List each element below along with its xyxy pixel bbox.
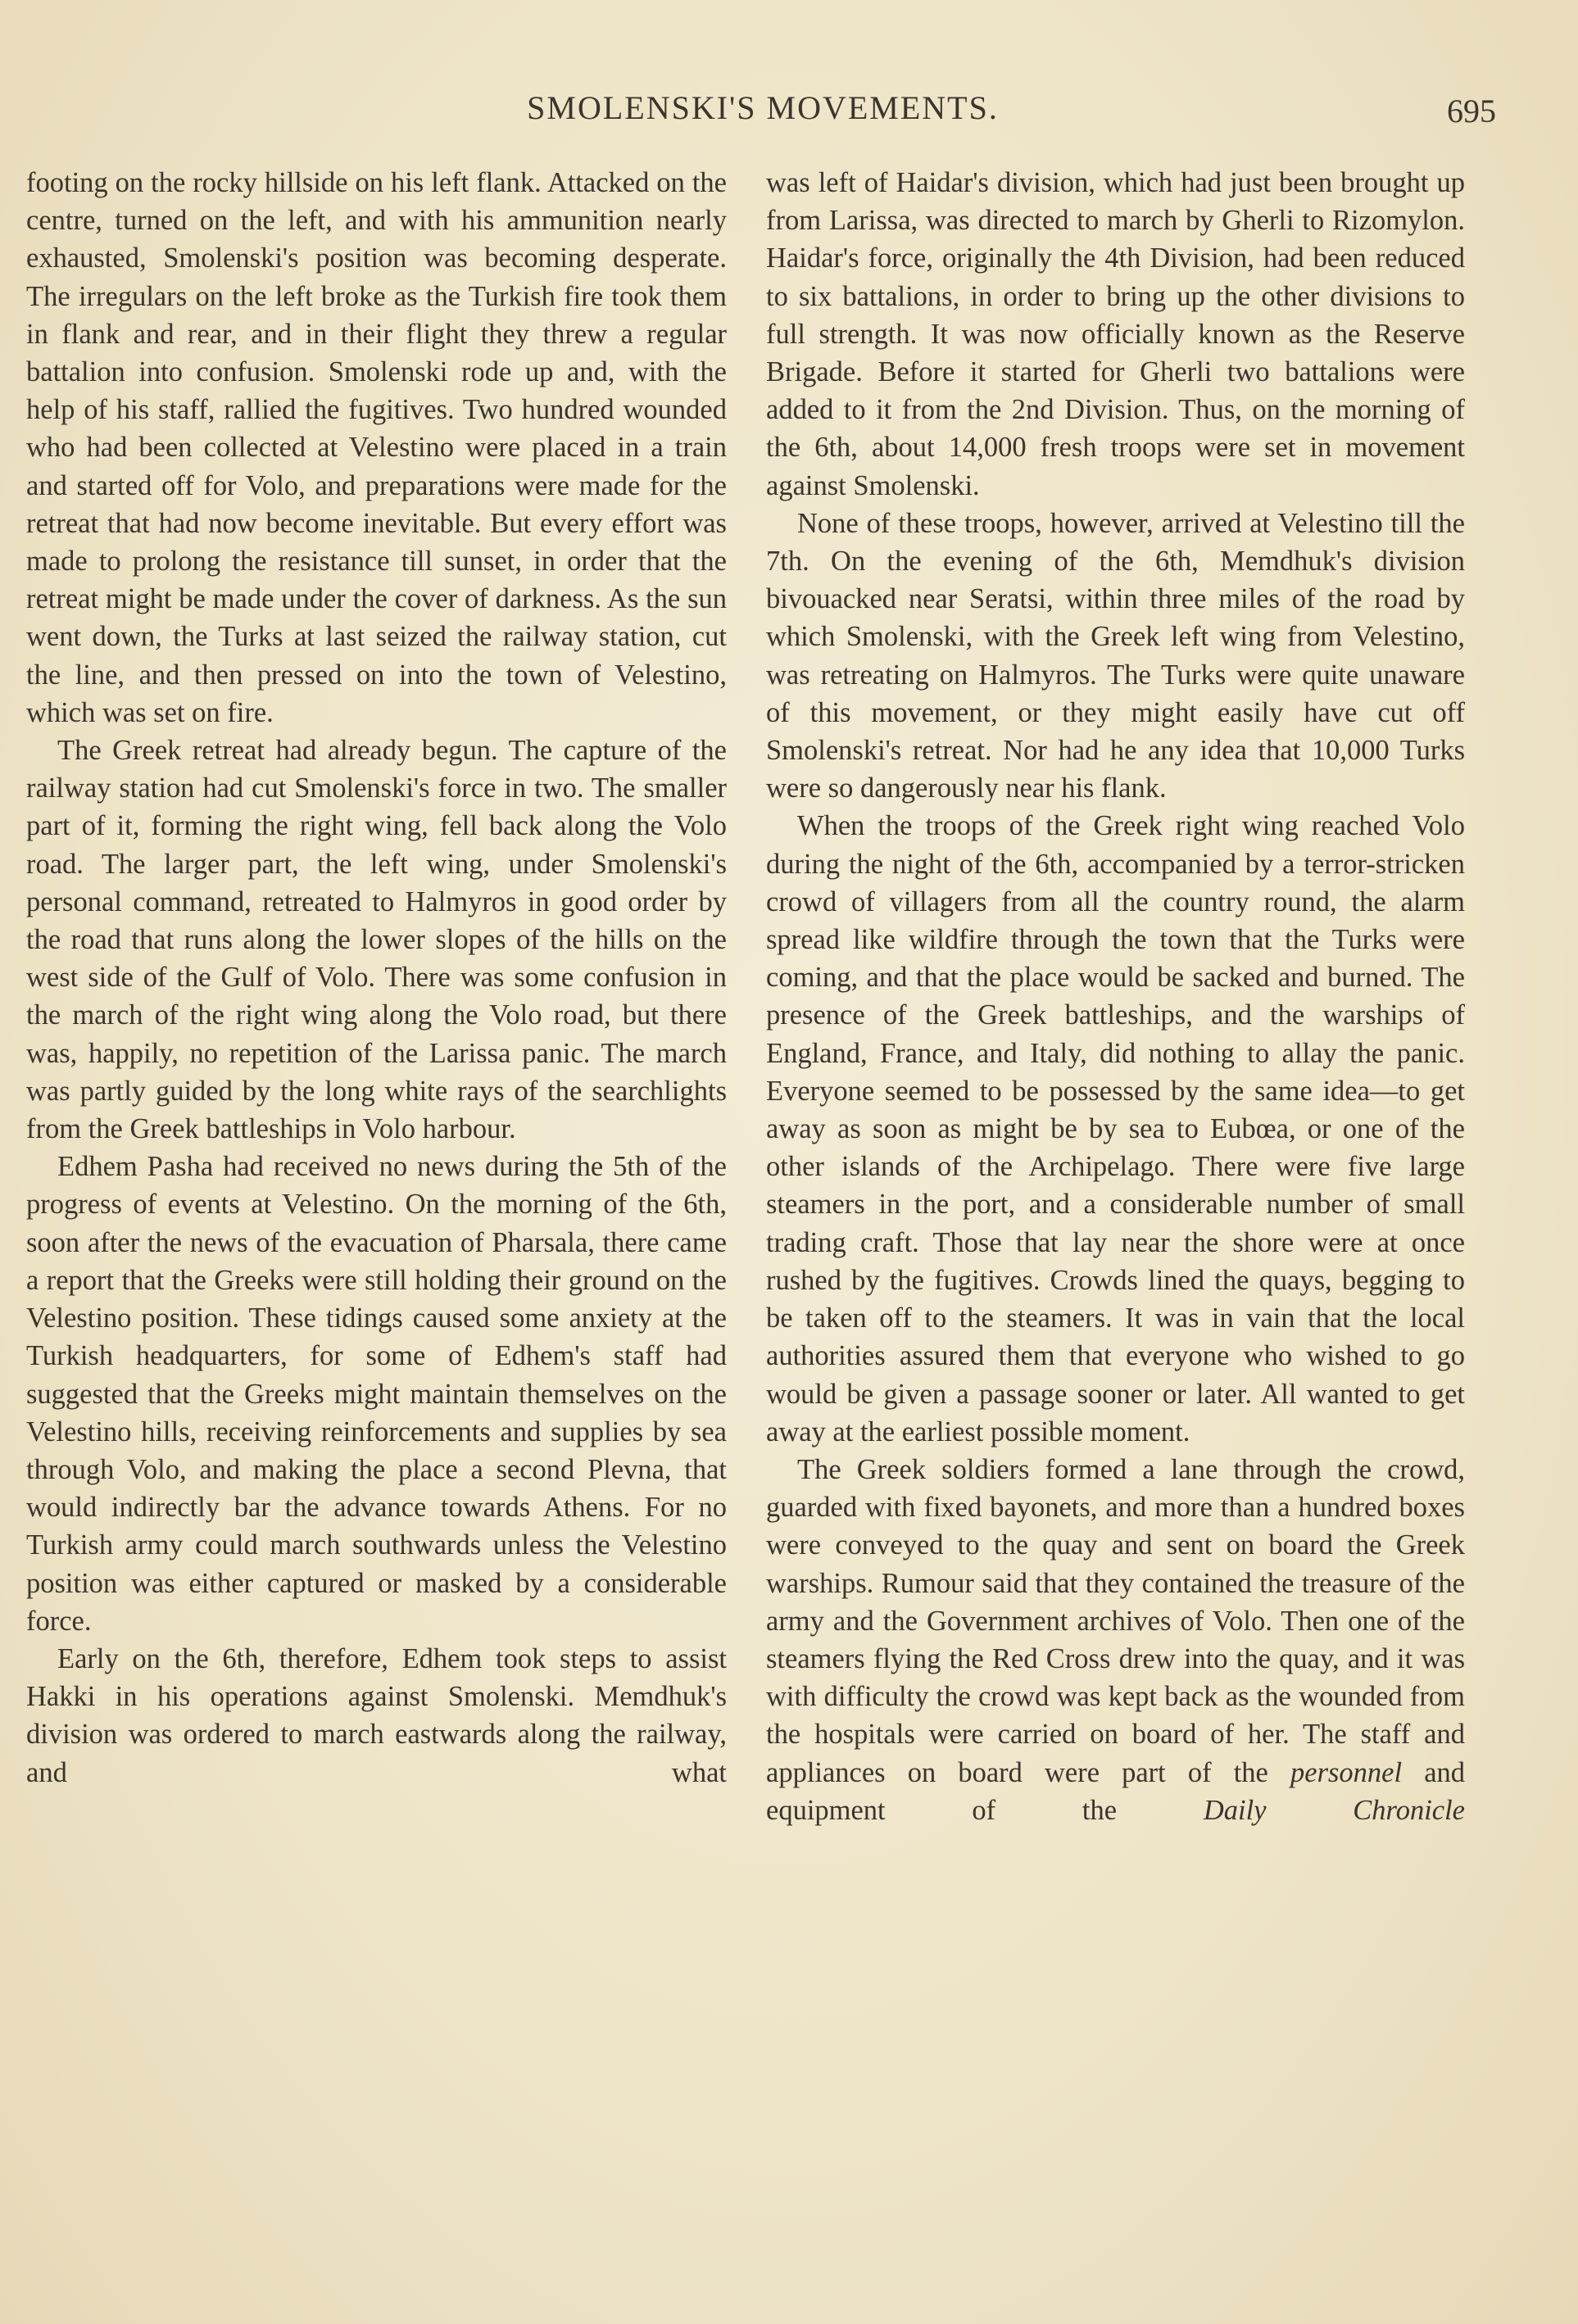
paragraph-text: The Greek soldiers formed a lane through the crowd, guarded with fixed bayonets, and more than a hundred boxes were conveyed to the quay and sent on board the Greek warships. Rumour said that they contained the treasure of the army and the Government archives of Volo. Then one of the steamers flying the Red Cross drew into the quay, and it was with difficulty the crowd was kept back as the wounded from the hospitals were carried on board of her. The staff and appliances on board were part of the xyxy=(766,1453,1465,1788)
paragraph: None of these troops, however, arrived at Velestino till the 7th. On the evening of the 6th, Memdhuk's division bivouacked near Seratsi, within three miles of the road by which Smolenski, with the Greek left wing from Velestino, was retreating on Halmyros. The Turks were quite unaware of this movement, or they might easily have cut off Smolenski's retreat. Nor had he any idea that 10,000 Turks were so dangerously near his flank. xyxy=(766,507,1465,804)
running-head: SMOLENSKI'S MOVEMENTS. xyxy=(527,89,999,126)
paragraph: When the troops of the Greek right wing reached Volo during the night of the 6th, accompanied by a terror-stricken crowd of villagers from all the country round, the alarm spread like wildfire through the town that the Turks were coming, and that the place would be sacked and burned. The presence of the Greek battleships, and the warships of England, France, and Italy, did nothing to allay the panic. Everyone seemed to be possessed by the same idea—to get away as soon as might be by sea to Eubœa, or one of the other islands of the Archipelago. There were five large steamers in the port, and a considerable number of small trading craft. Those that lay near the shore were at once rushed by the fugitives. Crowds lined the quays, begging to be taken off to the steamers. It was in vain that the local authorities assured them that everyone who wished to go would be given a passage sooner or later. All wanted to get away at the earliest possible moment. xyxy=(766,810,1465,1447)
page-number: 695 xyxy=(1447,93,1496,129)
left-column xyxy=(26,164,727,1792)
paragraph: was left of Haidar's division, which had just been brought up from Larissa, was directed to march by Gherli to Rizomylon. Haidar's force, originally the 4th Division, had been reduced to six battalions, in order to bring up the other divisions to full strength. It was now officially known as the Reserve Brigade. Before it started for Gherli two battalions were added to it from the 2nd Division. Thus, on the morning of the 6th, about 14,000 fresh troops were set in movement against Smolenski. xyxy=(766,167,1465,501)
paragraph: The Greek retreat had already begun. The capture of the railway station had cut Smolenski's force in two. The smaller part of it, forming the right wing, fell back along the Volo road. The larger part, the left wing, under Smolenski's personal command, retreated to Halmyros in good order by the road that runs along the lower slopes of the hills on the west side of the Gulf of Volo. There was some confusion in the march of the right wing along the Volo road, but there was, happily, no repetition of the Larissa panic. The march was partly guided by the long white rays of the searchlights from the Greek battleships in Volo harbour. xyxy=(26,735,727,1145)
paragraph: Early on the 6th, therefore, Edhem took steps to assist Hakki in his operations against Smolenski. Memdhuk's division was ordered to march eastwards along the railway, and what xyxy=(26,1642,727,1788)
italic-title: Daily Chronicle xyxy=(1203,1794,1465,1826)
right-column xyxy=(766,164,1465,1829)
paragraph: Edhem Pasha had received no news during the 5th of the progress of events at Velestino. On the morning of the 6th, soon after the news of the evacuation of Pharsala, there came a report that the Greeks were still holding their ground on the Velestino position. These tidings caused some anxiety at the Turkish headquarters, for some of Edhem's staff had suggested that the Greeks might maintain themselves on the Velestino hills, receiving reinforcements and supplies by sea through Volo, and making the place a second Plevna, that would indirectly bar the advance towards Athens. For no Turkish army could march southwards unless the Velestino position was either captured or masked by a considerable force. xyxy=(26,1151,727,1637)
paragraph: footing on the rocky hillside on his left flank. Attacked on the centre, turned on the left, and with his ammunition nearly exhausted, Smolenski's position was becoming desperate. The irregulars on the left broke as the Turkish fire took them in flank and rear, and in their flight they threw a regular battalion into confusion. Smolenski rode up and, with the help of his staff, rallied the fugitives. Two hundred wounded who had been collected at Velestino were placed in a train and started off for Volo, and preparations were made for the retreat that had now become inevitable. But every effort was made to prolong the resistance till sunset, in order that the retreat might be made under the cover of darkness. As the sun went down, the Turks at last seized the railway station, cut the line, and then pressed on into the town of Velestino, which was set on fire. xyxy=(26,167,727,728)
paragraph-text: and equipment of the xyxy=(766,1756,1466,1826)
page-header xyxy=(29,88,1496,138)
paragraph xyxy=(766,1451,1465,1829)
italic-term: personnel xyxy=(1290,1756,1403,1788)
